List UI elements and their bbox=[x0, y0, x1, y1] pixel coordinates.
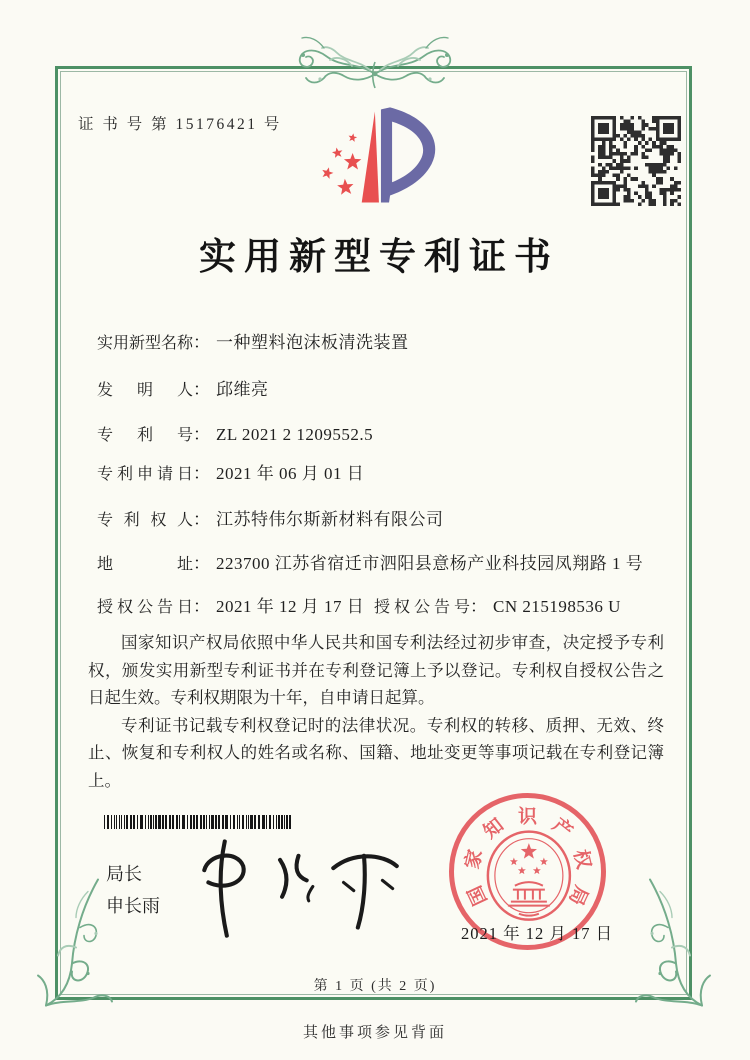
cnipa-logo-icon bbox=[299, 97, 471, 217]
field-label: 发明人 bbox=[97, 382, 193, 399]
director-signature-icon bbox=[192, 828, 407, 943]
field-value: ZL 2021 2 1209552.5 bbox=[216, 425, 374, 444]
legal-notice bbox=[88, 629, 664, 794]
seal-text-char: 家 bbox=[461, 847, 487, 871]
field-label: 授权公告号 bbox=[374, 599, 470, 616]
seal-text-char: 国 bbox=[464, 881, 492, 908]
field-value: 一种塑料泡沫板清洗装置 bbox=[216, 333, 409, 352]
field-value: 2021 年 06 月 01 日 bbox=[216, 464, 365, 483]
certificate-number: 证 书 号 第 15176421 号 bbox=[78, 116, 282, 133]
field-value: 邱维亮 bbox=[216, 380, 269, 399]
signatory-name: 申长雨 bbox=[106, 896, 160, 916]
field-value: 2021 年 12 月 17 日 bbox=[216, 597, 365, 616]
field-label: 专利权人 bbox=[97, 512, 193, 529]
field-row-inventor bbox=[97, 375, 269, 400]
seal-date: 2021 年 12 月 17 日 bbox=[461, 924, 614, 943]
colon: ： bbox=[193, 425, 210, 444]
field-value: CN 215198536 U bbox=[493, 597, 621, 616]
seal-text-char: 知 bbox=[479, 814, 508, 843]
page-number: 第 1 页 (共 2 页) bbox=[313, 979, 437, 994]
barcode-icon bbox=[104, 815, 294, 829]
field-label: 专利申请日 bbox=[97, 466, 193, 483]
colon: ： bbox=[193, 333, 210, 352]
legal-notice-paragraph-1: 国家知识产权局依照中华人民共和国专利法经过初步审查，决定授予专利权，颁发实用新型专利证书并在专利登记簿上予以登记。专利权自授权公告之日起生效。专利权期限为十年，自申请日起算。 bbox=[88, 633, 664, 707]
field-value: 223700 江苏省宿迁市泗阳县意杨产业科技园凤翔路 1 号 bbox=[216, 554, 644, 573]
seal-text-char: 局 bbox=[563, 881, 591, 908]
qr-code-icon bbox=[591, 116, 681, 206]
field-label: 实用新型名称 bbox=[97, 335, 194, 352]
signatory-title: 局长 bbox=[106, 864, 142, 884]
field-label: 专利号 bbox=[97, 427, 193, 444]
legal-notice-paragraph-2: 专利证书记载专利权登记时的法律状况。专利权的转移、质押、无效、终止、恢复和专利权人的姓名或名称、国籍、地址变更等事项记载在专利登记簿上。 bbox=[88, 715, 664, 790]
field-row-utility-model-name bbox=[97, 328, 409, 353]
field-row-patent-number bbox=[97, 420, 373, 445]
field-label: 地址 bbox=[97, 556, 193, 573]
back-side-note: 其他事项参见背面 bbox=[302, 1025, 447, 1041]
field-value: 江苏特伟尔斯新材料有限公司 bbox=[216, 510, 444, 529]
seal-text-char: 权 bbox=[568, 847, 594, 871]
field-row-grant-publication-number bbox=[374, 592, 621, 617]
colon: ： bbox=[470, 597, 487, 616]
field-row-filing-date bbox=[97, 459, 364, 484]
field-row-grant-date bbox=[97, 592, 364, 617]
field-label: 授权公告日 bbox=[97, 599, 193, 616]
seal-text-char: 识 bbox=[517, 806, 538, 827]
field-row-address bbox=[97, 549, 643, 574]
colon: ： bbox=[193, 510, 210, 529]
certificate-title: 实用新型专利证书 bbox=[199, 237, 559, 278]
signatory-block bbox=[106, 858, 160, 922]
colon: ： bbox=[193, 380, 210, 399]
colon: ： bbox=[193, 554, 210, 573]
colon: ： bbox=[193, 597, 210, 616]
field-row-patentee bbox=[97, 505, 444, 530]
colon: ： bbox=[193, 464, 210, 483]
seal-text-char: 产 bbox=[547, 814, 576, 843]
national-emblem-icon bbox=[484, 829, 572, 921]
